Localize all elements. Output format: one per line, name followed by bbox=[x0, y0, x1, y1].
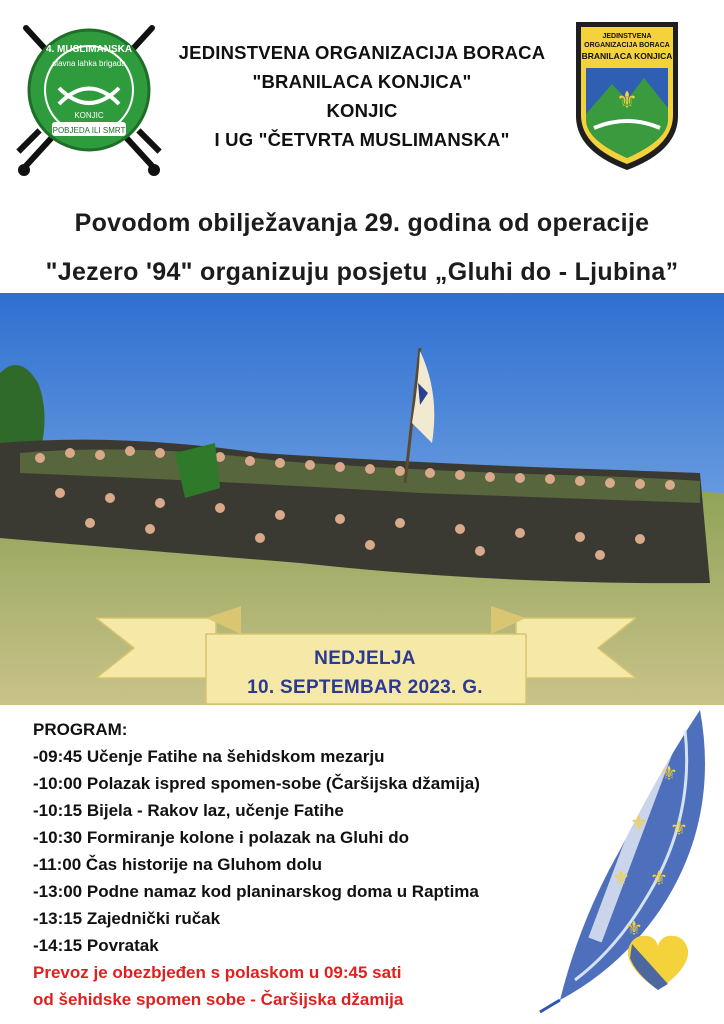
program-item: -10:00 Polazak ispred spomen-sobe (Čaršijska džamija) bbox=[33, 774, 480, 793]
logo-text-4: POBJEDA ILI SMRT bbox=[52, 126, 126, 135]
org-line: "BRANILACA KONJICA" bbox=[252, 71, 472, 92]
program-item: -13:00 Podne namaz kod planinarskog doma u Raptima bbox=[33, 882, 479, 901]
org-line: I UG "ČETVRTA MUSLIMANSKA" bbox=[214, 129, 510, 150]
program-item: -10:30 Formiranje kolone i polazak na Gluhi do bbox=[33, 828, 409, 847]
headline-line-1: Povodom obilježavanja 29. godina od operacije bbox=[74, 209, 650, 237]
org-line: KONJIC bbox=[326, 100, 398, 121]
svg-text:⚜: ⚜ bbox=[630, 811, 648, 835]
transport-notice-line-1: Prevoz je obezbjeđen s polaskom u 09:45 sati bbox=[33, 963, 402, 982]
svg-text:⚜: ⚜ bbox=[616, 86, 638, 114]
svg-text:⚜: ⚜ bbox=[660, 761, 678, 785]
org-line: JEDINSTVENA ORGANIZACIJA BORACA bbox=[178, 42, 546, 63]
shield-text-1: JEDINSTVENA bbox=[602, 33, 652, 40]
program-section bbox=[33, 716, 553, 1013]
headline-line-2: "Jezero '94" organizuju posjetu „Gluhi do - Ljubina” bbox=[45, 258, 679, 286]
svg-text:⚜: ⚜ bbox=[612, 866, 630, 890]
organization-title bbox=[160, 38, 564, 154]
shield-text-2: ORGANIZACIJA BORACA bbox=[584, 42, 670, 49]
event-day: NEDJELJA bbox=[314, 648, 416, 669]
program-item: -11:00 Čas historije na Gluhom dolu bbox=[33, 855, 323, 874]
logo-text-2: slavna lahka brigada bbox=[52, 59, 126, 68]
svg-text:⚜: ⚜ bbox=[670, 816, 688, 840]
program-item: -13:15 Zajednički ručak bbox=[33, 909, 221, 928]
program-item: -09:45 Učenje Fatihe na šehidskom mezarju bbox=[33, 747, 385, 766]
heart-flag-icon bbox=[622, 932, 694, 994]
brigade-logo bbox=[14, 18, 164, 183]
program-item: -10:15 Bijela - Rakov laz, učenje Fatihe bbox=[33, 801, 344, 820]
program-item: -14:15 Povratak bbox=[33, 936, 159, 955]
event-date: 10. SEPTEMBAR 2023. G. bbox=[247, 677, 483, 698]
logo-text-3: KONJIC bbox=[74, 111, 104, 120]
svg-text:⚜: ⚜ bbox=[625, 916, 643, 940]
shield-text-3: BRANILACA KONJICA bbox=[581, 51, 673, 61]
branilaca-shield-logo bbox=[572, 16, 682, 174]
svg-text:⚜: ⚜ bbox=[650, 866, 668, 890]
program-title: PROGRAM: bbox=[33, 720, 128, 739]
transport-notice-line-2: od šehidske spomen sobe - Čaršijska džamija bbox=[33, 990, 404, 1009]
logo-text-1: 4. MUSLIMANSKA bbox=[45, 44, 133, 55]
